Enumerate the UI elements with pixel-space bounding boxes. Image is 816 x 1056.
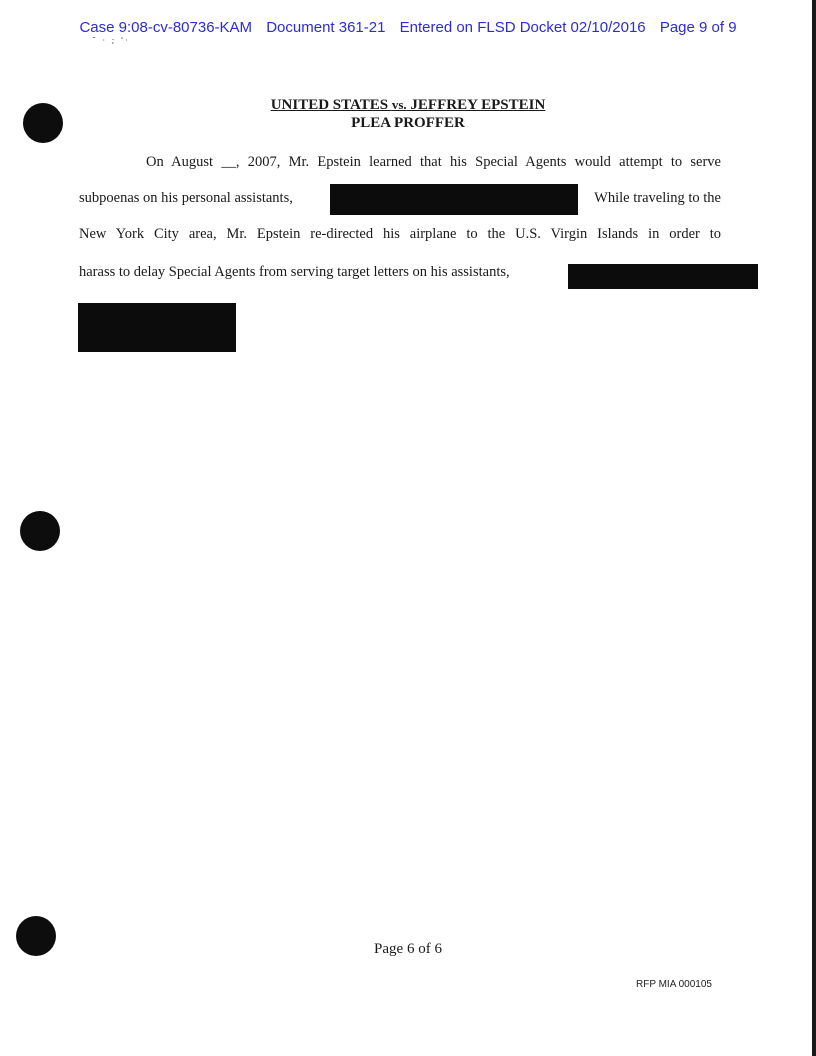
document-number: Document 361-21 xyxy=(266,19,386,36)
document-title xyxy=(0,96,816,132)
redaction-block xyxy=(568,264,758,289)
body-line-1: On August __, 2007, Mr. Epstein learned that his Special Agents would attempt to serve xyxy=(146,154,721,170)
stamp-page-count: Page 9 of 9 xyxy=(659,19,737,36)
court-filing-stamp xyxy=(0,19,816,36)
body-line-2-start: subpoenas on his personal assistants, xyxy=(79,190,293,206)
body-line-2-end: While traveling to the xyxy=(594,190,721,206)
redaction-block xyxy=(78,303,236,352)
scan-edge xyxy=(812,0,816,1056)
redaction-block xyxy=(330,184,578,215)
title-line-2: PLEA PROFFER xyxy=(351,115,465,131)
body-line-4: harass to delay Special Agents from serving target letters on his assistants, xyxy=(79,264,510,280)
docket-entry: Entered on FLSD Docket 02/10/2016 xyxy=(399,19,646,36)
punch-hole xyxy=(20,511,60,551)
case-number: Case 9:08-cv-80736-KAM xyxy=(79,19,253,36)
title-line-1: UNITED STATES vs. JEFFREY EPSTEIN xyxy=(270,97,546,113)
bates-number: RFP MIA 000105 xyxy=(636,979,712,990)
page-number: Page 6 of 6 xyxy=(374,941,442,957)
body-line-3: New York City area, Mr. Epstein re-directed his airplane to the U.S. Virgin Islands in order to xyxy=(79,226,721,242)
scan-specks: ˜ · ; '· xyxy=(92,36,130,45)
